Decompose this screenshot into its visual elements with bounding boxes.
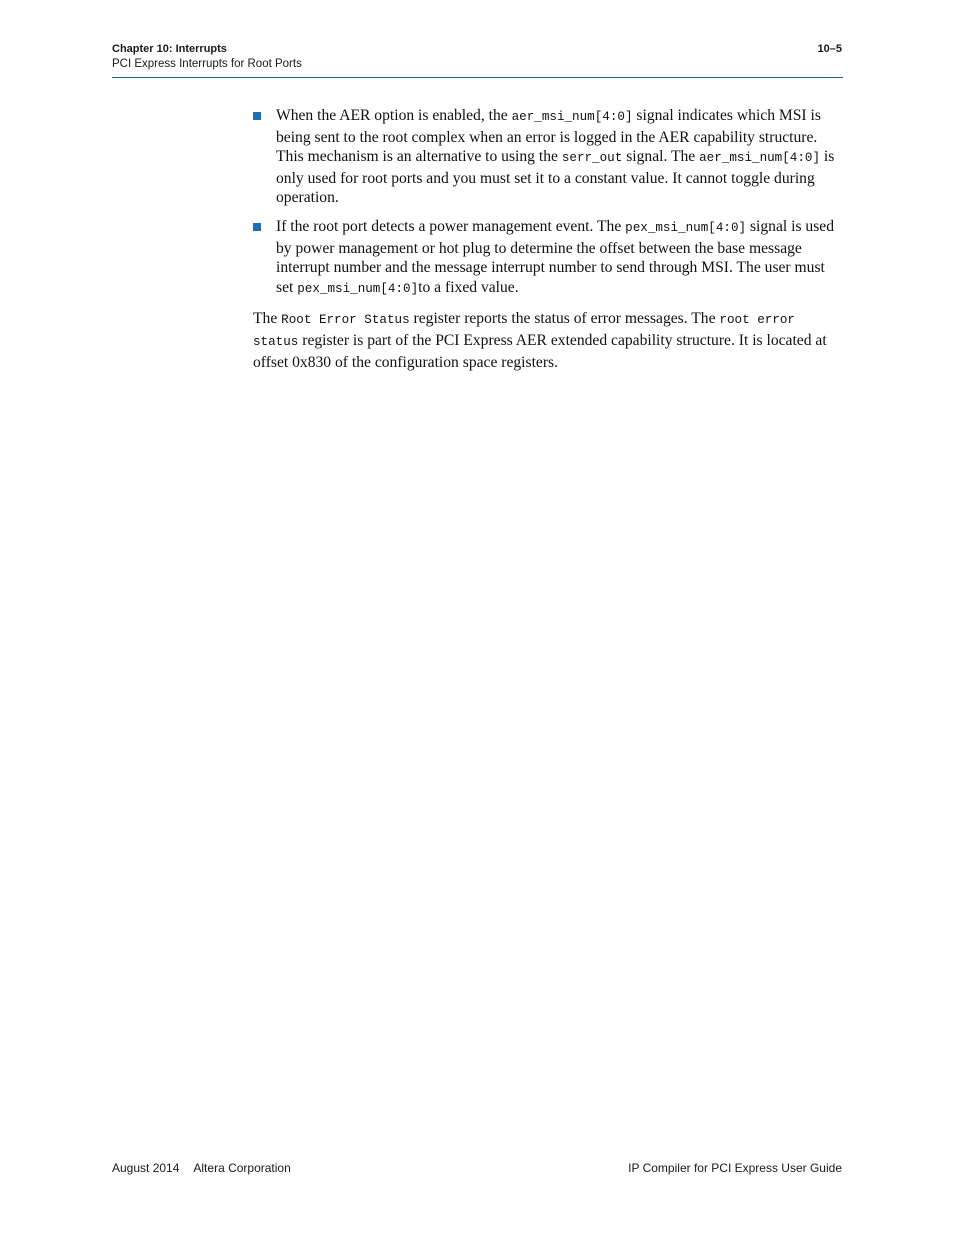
bullet-text: signal. The (622, 148, 700, 166)
footer-guide-title: IP Compiler for PCI Express User Guide (628, 1161, 842, 1175)
bullet-text: is only used for root ports and you must set it to a constant value. It cannot toggle during operation. (276, 148, 835, 207)
code-root-error-status: Root Error Status (281, 313, 410, 328)
bullet-text: If the root port detects a power management event. The (276, 217, 626, 235)
code-serr-out: serr_out (561, 151, 623, 166)
footer-left (112, 1161, 291, 1175)
body-content (253, 106, 845, 372)
paragraph-text: register is part of the PCI Express AER extended capability structure. It is located at offset 0x830 of the configuration space registers. (253, 331, 827, 371)
paragraph-text: The (253, 310, 282, 328)
code-pex-msi-num: pex_msi_num[4:0] (297, 281, 419, 296)
root-error-status-paragraph (253, 309, 845, 372)
section-title: PCI Express Interrupts for Root Ports (112, 58, 302, 70)
code-aer-msi-num: aer_msi_num[4:0] (511, 110, 633, 124)
chapter-title: Chapter 10: Interrupts (112, 43, 227, 55)
code-root-error-status-lower: root error status (253, 313, 795, 349)
footer-date: August 2014 (112, 1161, 180, 1175)
bullet-square-icon (253, 223, 261, 231)
bullet-square-icon (253, 112, 261, 120)
bullet-text: to a fixed value. (418, 278, 519, 296)
code-aer-msi-num: aer_msi_num[4:0] (699, 151, 821, 166)
page-number: 10–5 (817, 43, 842, 55)
header-divider (112, 77, 843, 78)
code-pex-msi-num: pex_msi_num[4:0] (625, 220, 747, 235)
bullet-text: signal is used by power management or hot plug to determine the offset between the base message interrupt number and the message interrupt number to send through MSI. The user must set (276, 217, 834, 296)
bullet-item-aer-msi (253, 106, 845, 208)
page-footer (112, 1161, 842, 1177)
bullet-text: When the AER option is enabled, the (276, 107, 512, 124)
paragraph-text: register reports the status of error messages. The (409, 310, 720, 328)
bullet-item-pex-msi (253, 217, 845, 299)
page-header (112, 42, 842, 79)
footer-company: Altera Corporation (193, 1161, 291, 1175)
bullet-text: signal indicates which MSI is being sent to the root complex when an error is logged in the AER capability structure. This mechanism is an alternative to using the (276, 107, 821, 166)
